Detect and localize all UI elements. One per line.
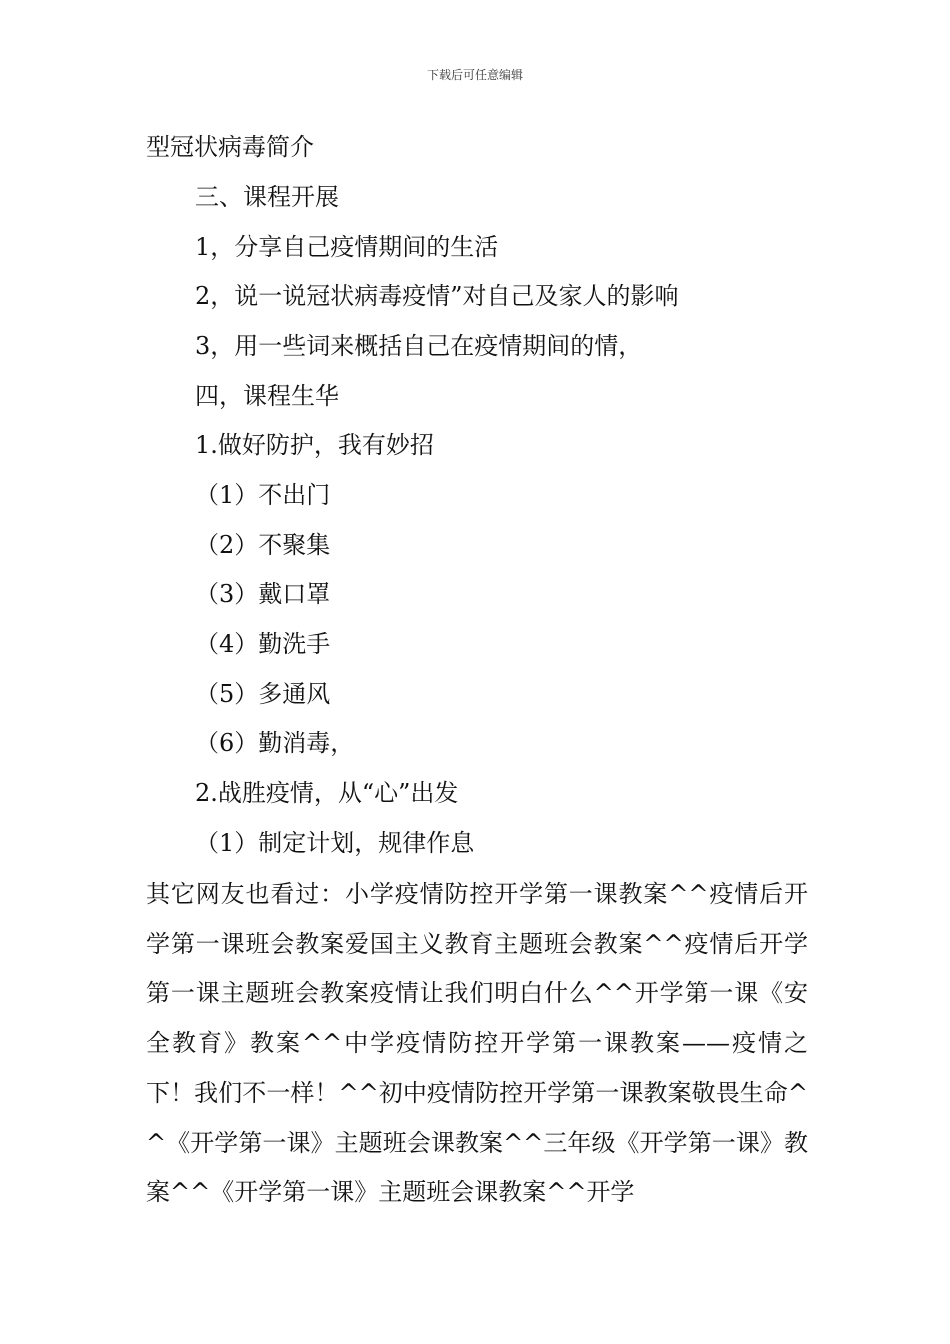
page-header: 下载后可任意编辑 (426, 68, 523, 82)
list-item: （1）不出门 (195, 481, 331, 509)
text-line-5: 3，用一些词来概括自己在疫情期间的情， (195, 332, 643, 360)
list-item: （5）多通风 (195, 680, 331, 708)
text-line-1: 型冠状病毒简介 (146, 133, 314, 161)
list-item: （6）勤消毒， (195, 729, 355, 757)
list-item: （2）不聚集 (195, 531, 331, 559)
section-heading-4: 四，课程生华 (195, 382, 339, 410)
text-line-4: 2，说一说冠状病毒疫情”对自己及家人的影响 (195, 282, 679, 310)
subheading-1: 1.做好防护，我有妙招 (195, 431, 434, 459)
related-articles-paragraph: 其它网友也看过：小学疫情防控开学第一课教案^^疫情后开学第一课班会教案爱国主义教育主题班会教案^^疫情后开学第一课主题班会教案疫情让我们明白什么^^开学第一课《安全教育》教案^^中学疫情防控开学第一课教案——疫情之下！我们不一样！^^初中疫情防控开学第一课教案敬畏生命^^《开学第一课》主题班会课教案^^三年级《开学第一课》教案^^《开学第一课》主题班会课教案^^开学 (146, 880, 808, 1207)
list-item: （1）制定计划，规律作息 (195, 829, 475, 857)
subheading-2: 2.战胜疫情，从“心”出发 (195, 779, 459, 807)
section-heading-3: 三、课程开展 (195, 183, 339, 211)
list-item: （4）勤洗手 (195, 630, 331, 658)
text-line-3: 1，分享自己疫情期间的生活 (195, 233, 499, 261)
list-item: （3）戴口罩 (195, 580, 331, 608)
